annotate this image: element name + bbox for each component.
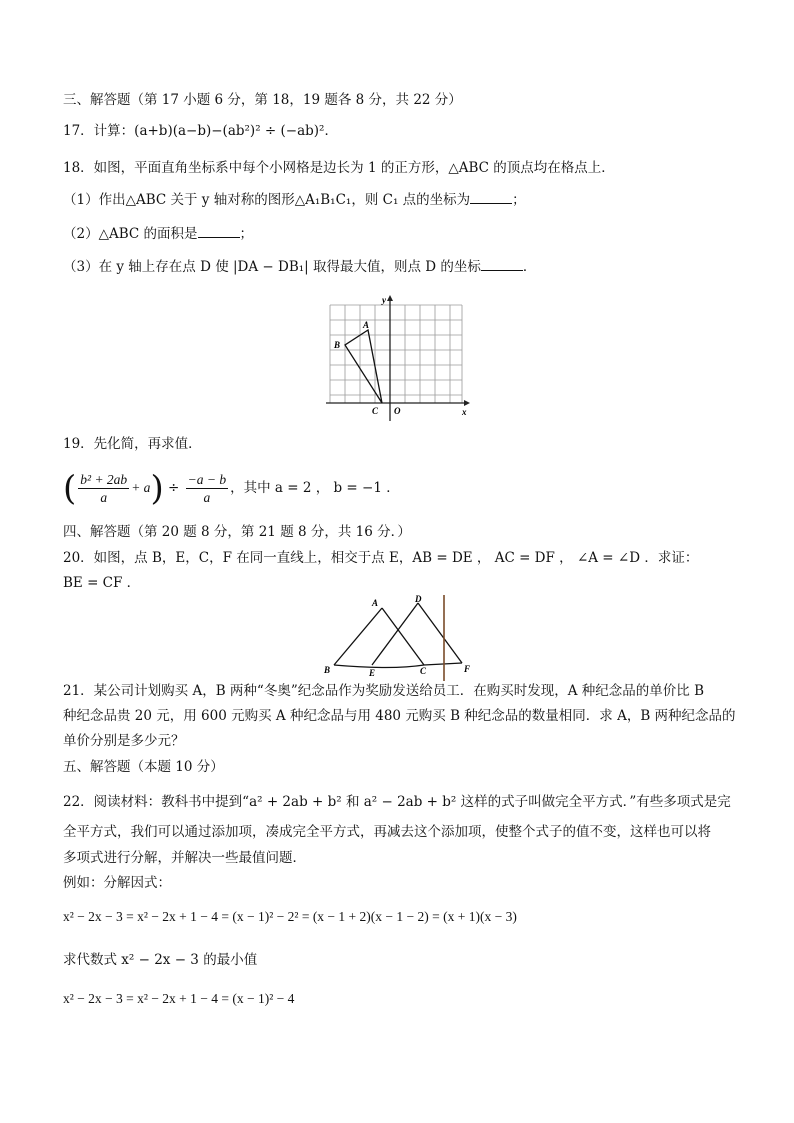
label-d: D xyxy=(415,594,422,604)
question-21-line-3: 单价分别是多少元？ xyxy=(63,733,185,749)
question-20-line-2: BE = CF ． xyxy=(63,575,141,591)
question-18-stem: 18．如图，平面直角坐标系中每个小网格是边长为 1 的正方形，△ABC 的顶点均在格点上． xyxy=(63,160,615,176)
punctuation: ． xyxy=(522,259,537,275)
fraction-1-numerator: b² + 2ab xyxy=(80,472,128,487)
divide-sign: ÷ xyxy=(168,480,180,496)
y-axis-arrow xyxy=(387,295,393,301)
answer-blank xyxy=(470,191,512,204)
x-axis-arrow xyxy=(464,400,470,406)
punctuation: ； xyxy=(512,192,526,208)
coordinate-grid-figure xyxy=(320,293,472,423)
answer-blank xyxy=(481,258,523,271)
label-y: y xyxy=(382,295,386,305)
question-19-expression xyxy=(63,466,400,510)
question-21-line-1: 21．某公司计划购买 A，B 两种“冬奥”纪念品作为奖励发送给员工．在购买时发现，A 种纪念品的单价比 B xyxy=(63,683,704,699)
label-b: B xyxy=(334,340,341,350)
answer-blank xyxy=(198,225,240,238)
question-18-part-2-text: （2）△ABC 的面积是 xyxy=(63,226,198,242)
edge-df xyxy=(418,603,462,663)
label-c: C xyxy=(420,666,427,676)
question-21-line-2: 种纪念品贵 20 元，用 600 元购买 A 种纪念品与用 480 元购买 B 种纪念品的数量相同．求 A，B 两种纪念品的 xyxy=(63,708,736,724)
label-a: A xyxy=(372,598,379,608)
minimum-value-equation: x² − 2x − 3 = x² − 2x + 1 − 4 = (x − 1)² − 4 xyxy=(63,991,295,1006)
label-c: C xyxy=(372,406,379,416)
punctuation: ； xyxy=(239,226,254,242)
fraction-2-denominator: a xyxy=(203,490,211,505)
fraction-2 xyxy=(186,471,228,506)
triangles-figure xyxy=(322,593,474,683)
grid-lines xyxy=(330,305,462,403)
edge-ab xyxy=(334,608,382,665)
plus-a: + a xyxy=(131,480,151,495)
base-line xyxy=(334,663,462,668)
question-19-title: 19．先化简，再求值． xyxy=(63,436,202,452)
label-o: O xyxy=(394,406,401,416)
label-f: F xyxy=(464,664,471,674)
label-x: x xyxy=(462,407,467,417)
triangle-abc xyxy=(345,330,382,403)
factorization-equation: x² − 2x − 3 = x² − 2x + 1 − 4 = (x − 1)² − 2² = (x − 1 + 2)(x − 1 − 2) = (x + 1)(x − 3) xyxy=(63,909,517,924)
section-heading-4: 四、解答题（第 20 题 8 分，第 21 题 8 分，共 16 分．） xyxy=(63,524,411,540)
label-a: A xyxy=(363,320,370,330)
question-22-line-2: 全平方式，我们可以通过添加项，凑成完全平方式，再减去这个添加项，使整个式子的值不变，这样也可以将 xyxy=(63,824,711,840)
question-18-part-3-text: （3）在 y 轴上存在点 D 使 |DA − DB₁| 取得最大值，则点 D 的坐标 xyxy=(63,259,481,275)
question-19-values: ，其中 a = 2 ， b = −1 ． xyxy=(230,480,400,496)
label-e: E xyxy=(369,668,376,678)
question-18-part-1 xyxy=(63,190,526,210)
question-17: 17．计算：(a+b)(a−b)−(ab²)² ÷ (−ab)²． xyxy=(63,123,338,139)
fraction-1-denominator: a xyxy=(100,490,108,505)
label-b: B xyxy=(324,665,331,675)
example-label: 例如：分解因式： xyxy=(63,875,171,891)
section-heading-5: 五、解答题（本题 10 分） xyxy=(63,759,224,775)
fraction-1 xyxy=(78,471,129,506)
section-heading-3: 三、解答题（第 17 小题 6 分，第 18，19 题各 8 分，共 22 分） xyxy=(63,92,462,108)
right-paren: ) xyxy=(150,468,164,509)
question-18-part-2 xyxy=(63,224,253,244)
question-18-part-3 xyxy=(63,257,536,277)
fraction-2-numerator: −a − b xyxy=(187,472,227,487)
question-22-line-3: 多项式进行分解，并解决一些最值问题． xyxy=(63,850,306,866)
left-paren: ( xyxy=(63,468,77,509)
question-20-line-1: 20．如图，点 B，E，C，F 在同一直线上，相交于点 E，AB = DE ， AC = DF ， ∠A = ∠D ．求证： xyxy=(63,550,699,566)
question-22-line-1: 22．阅读材料：教科书中提到“a² + 2ab + b² 和 a² − 2ab + b² 这样的式子叫做完全平方式．”有些多项式是完 xyxy=(63,794,731,810)
minimum-value-label: 求代数式 x² − 2x − 3 的最小值 xyxy=(63,952,258,968)
edge-ac xyxy=(382,608,424,665)
question-18-part-1-text: （1）作出△ABC 关于 y 轴对称的图形△A₁B₁C₁，则 C₁ 点的坐标为 xyxy=(63,192,471,208)
